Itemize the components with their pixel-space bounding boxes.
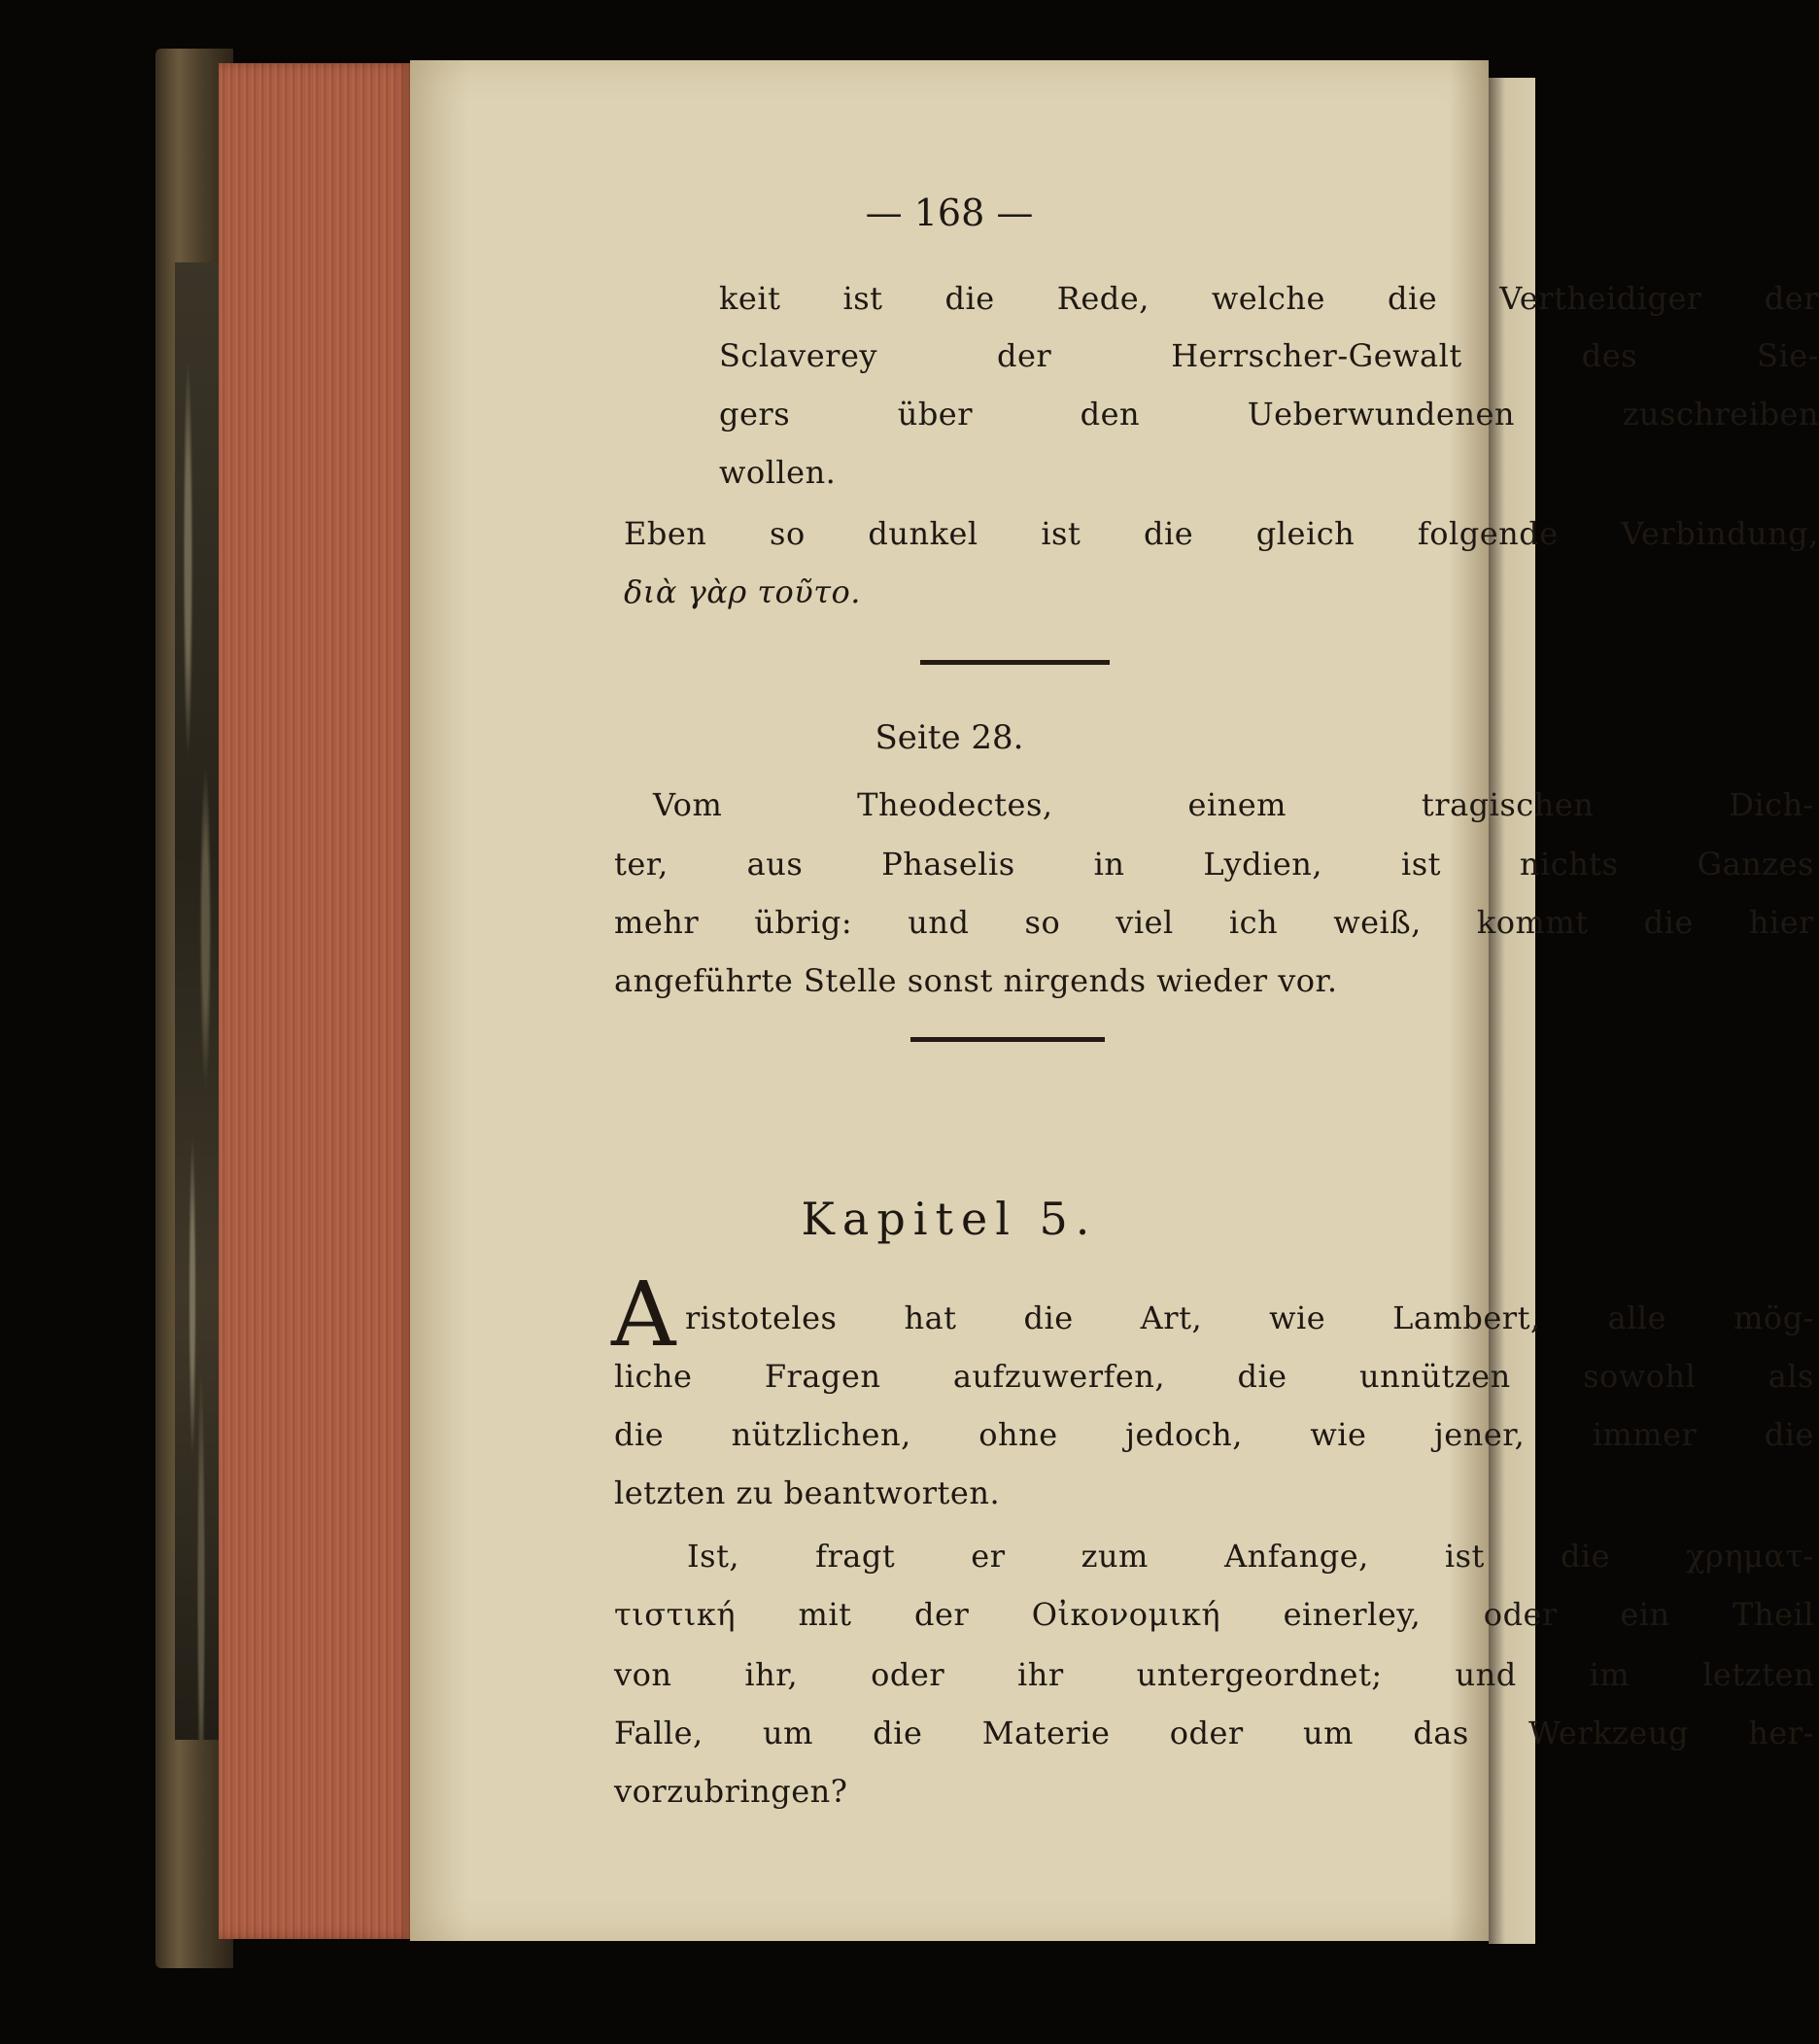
text-line: gers über den Ueberwundenen zuschreiben [719,396,1819,433]
section-divider [920,660,1110,665]
section-divider [910,1037,1105,1042]
text-line: Ist, fragt er zum Anfange, ist die χρηματ- [687,1538,1814,1575]
text-line: liche Fragen aufzuwerfen, die unnützen sowohl als [614,1358,1814,1395]
chapter-title: Kapitel 5. [801,1193,1098,1245]
text-line: Falle, um die Materie oder um das Werkzeug her- [614,1715,1814,1751]
text-line: keit ist die Rede, welche die Vertheidiger der [719,280,1819,317]
red-page-edges [219,63,413,1939]
marbled-cover-edge [175,262,219,1740]
text-line: Vom Theodectes, einem tragischen Dich- [653,786,1814,823]
book-page [410,60,1819,1941]
text-line: wollen. [719,454,837,491]
text-line: von ihr, oder ihr untergeordnet; und im letzten [614,1656,1814,1693]
text-line: ter, aus Phaselis in Lydien, ist nichts Ganzes [614,846,1814,883]
text-line: die nützlichen, ohne jedoch, wie jener, immer die [614,1416,1814,1453]
text-line: letzten zu beantworten. [614,1474,1001,1511]
text-line: τιστική mit der Οἰκονομική einerley, oder ein Theil [614,1596,1814,1633]
greek-text-line: διὰ γὰρ τοῦτο. [624,573,861,610]
text-line: vorzubringen? [614,1773,848,1810]
text-line: Sclaverey der Herrscher-Gewalt des Sie- [719,337,1819,374]
page-number-header: — 168 — [865,191,1034,234]
section-heading: Seite 28. [875,718,1024,757]
text-line: mehr übrig: und so viel ich weiß, kommt die hier [614,904,1814,941]
drop-cap-initial: A [611,1263,676,1367]
text-line: angeführte Stelle sonst nirgends wieder vor. [614,962,1338,999]
text-line: Eben so dunkel ist die gleich folgende Verbindung, [624,515,1819,552]
text-line: ristoteles hat die Art, wie Lambert, alle mög- [685,1299,1814,1336]
